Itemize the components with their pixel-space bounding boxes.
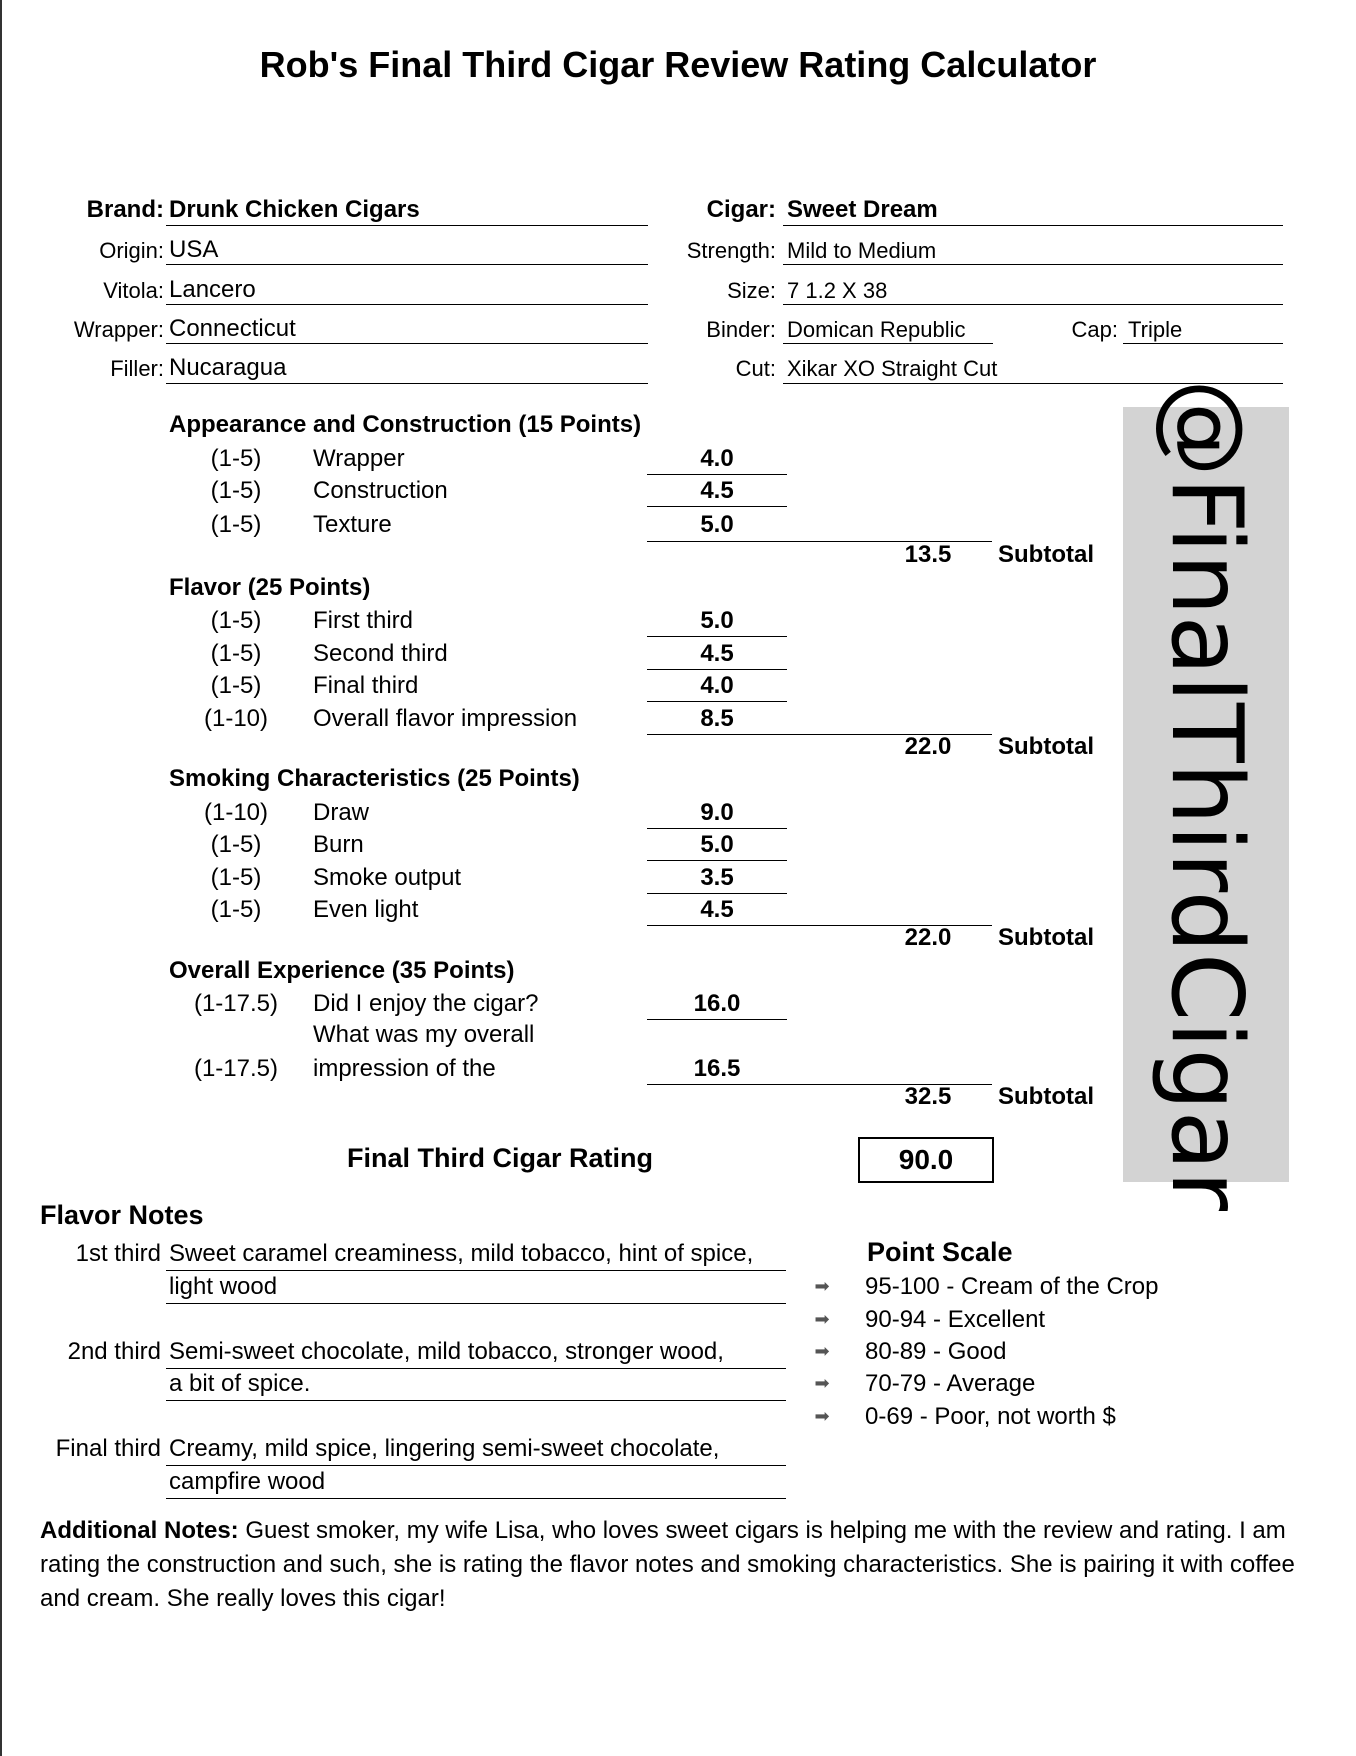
smoking-range-3: (1-5) [210, 864, 262, 891]
arrow-right-icon: ➡ [814, 1309, 830, 1329]
overall-score-enjoy: 16.0 [693, 990, 741, 1017]
overall-item-impression-line1: What was my overall [313, 1021, 535, 1048]
additional-notes-text: Guest smoker, my wife Lisa, who loves sweet cigars is helping me with the review and rating. I am rating the construction and such, she is rating the flavor notes and smoking characteristics. She is pairing it with coffee and cream. She really loves this cigar! [40, 1517, 1295, 1612]
cap-underline [1123, 343, 1283, 344]
flavor-range-1: (1-5) [210, 607, 262, 634]
overall-subtotal-value: 32.5 [904, 1083, 952, 1110]
flavor-note-1st-line1: Sweet caramel creaminess, mild tobacco, hint of spice, [169, 1240, 754, 1267]
note-underline [166, 1368, 786, 1369]
final-rating-value: 90.0 [858, 1137, 994, 1183]
smoking-score-burn: 5.0 [700, 831, 734, 858]
size-underline [783, 304, 1283, 305]
appearance-item-construction: Construction [313, 477, 448, 504]
arrow-right-icon: ➡ [814, 1341, 830, 1361]
overall-range-1: (1-17.5) [193, 990, 279, 1017]
page-title: Rob's Final Third Cigar Review Rating Calculator [259, 44, 1097, 85]
watermark-handle: @FinalThirdCigar [1149, 378, 1263, 1211]
binder-value: Domican Republic [787, 317, 966, 342]
smoking-item-burn: Burn [313, 831, 364, 858]
size-value: 7 1.2 X 38 [787, 278, 888, 303]
wrapper-label: Wrapper: [73, 317, 164, 342]
filler-label: Filler: [110, 356, 164, 381]
brand-value: Drunk Chicken Cigars [169, 196, 420, 223]
flavor-notes-title: Flavor Notes [40, 1200, 204, 1230]
flavor-note-label-2nd: 2nd third [67, 1338, 161, 1365]
flavor-note-1st-line2: light wood [169, 1273, 278, 1300]
point-scale-item-3: 80-89 - Good [865, 1338, 1007, 1365]
flavor-note-label-final: Final third [55, 1435, 161, 1462]
size-label: Size: [727, 278, 776, 303]
cigar-label: Cigar: [706, 196, 776, 223]
cigar-value: Sweet Dream [787, 196, 938, 223]
wrapper-underline [166, 343, 648, 344]
brand-underline [166, 225, 648, 226]
note-underline [166, 1465, 786, 1466]
filler-value: Nucaragua [169, 354, 287, 381]
flavor-note-final-line2: campfire wood [169, 1468, 326, 1495]
point-scale-item-1: 95-100 - Cream of the Crop [865, 1273, 1159, 1300]
overall-score-impression: 16.5 [693, 1055, 741, 1082]
flavor-item-overall: Overall flavor impression [313, 705, 578, 732]
additional-notes-label: Additional Notes: [40, 1517, 239, 1544]
cap-value: Triple [1128, 317, 1183, 342]
flavor-range-4: (1-10) [203, 705, 269, 732]
flavor-subtotal-value: 22.0 [904, 733, 952, 760]
appearance-subtotal-value: 13.5 [904, 541, 952, 568]
cut-label: Cut: [735, 356, 776, 381]
flavor-item-final-third: Final third [313, 672, 419, 699]
appearance-subtotal-label: Subtotal [998, 541, 1094, 568]
arrow-right-icon: ➡ [814, 1276, 830, 1296]
smoking-score-smoke-output: 3.5 [700, 864, 734, 891]
note-underline [166, 1498, 786, 1499]
flavor-subtotal-label: Subtotal [998, 733, 1094, 760]
appearance-score-texture: 5.0 [700, 511, 734, 538]
additional-notes [40, 1514, 1330, 1616]
flavor-item-second-third: Second third [313, 640, 448, 667]
smoking-score-draw: 9.0 [700, 799, 734, 826]
point-scale-item-2: 90-94 - Excellent [865, 1306, 1046, 1333]
watermark-panel [1123, 378, 1289, 1211]
page-left-edge [0, 0, 2, 1756]
filler-underline [166, 383, 648, 384]
vitola-label: Vitola: [103, 278, 164, 303]
wrapper-value: Connecticut [169, 315, 296, 342]
score-underline [647, 701, 787, 702]
smoking-item-even-light: Even light [313, 896, 419, 923]
overall-subtotal-label: Subtotal [998, 1083, 1094, 1110]
flavor-item-first-third: First third [313, 607, 414, 634]
origin-label: Origin: [99, 238, 164, 263]
note-underline [166, 1270, 786, 1271]
cut-value: Xikar XO Straight Cut [787, 356, 998, 381]
overall-item-impression: impression of the [313, 1055, 496, 1082]
smoking-subtotal-value: 22.0 [904, 924, 952, 951]
overall-item-enjoy: Did I enjoy the cigar? [313, 990, 539, 1017]
binder-label: Binder: [706, 317, 776, 342]
flavor-range-3: (1-5) [210, 672, 262, 699]
note-underline [166, 1400, 786, 1401]
cap-label: Cap: [1071, 317, 1118, 342]
flavor-note-2nd-line1: Semi-sweet chocolate, mild tobacco, stronger wood, [169, 1338, 724, 1365]
flavor-note-label-1st: 1st third [75, 1240, 161, 1267]
flavor-score-final-third: 4.0 [700, 672, 734, 699]
origin-value: USA [169, 236, 219, 263]
strength-label: Strength: [686, 238, 776, 263]
appearance-range-2: (1-5) [210, 477, 262, 504]
flavor-score-second-third: 4.5 [700, 640, 734, 667]
smoking-range-1: (1-10) [203, 799, 269, 826]
arrow-right-icon: ➡ [814, 1373, 830, 1393]
smoking-score-even-light: 4.5 [700, 896, 734, 923]
smoking-range-2: (1-5) [210, 831, 262, 858]
smoking-item-draw: Draw [313, 799, 370, 826]
arrow-right-icon: ➡ [814, 1406, 830, 1426]
final-rating-label: Final Third Cigar Rating [347, 1143, 654, 1173]
appearance-score-wrapper: 4.0 [700, 445, 734, 472]
overall-range-2: (1-17.5) [193, 1055, 279, 1082]
appearance-score-construction: 4.5 [700, 477, 734, 504]
section-smoking-title: Smoking Characteristics (25 Points) [169, 765, 580, 792]
section-appearance-title: Appearance and Construction (15 Points) [169, 411, 642, 438]
origin-underline [166, 264, 648, 265]
appearance-range-3: (1-5) [210, 511, 262, 538]
score-underline [647, 1019, 787, 1020]
flavor-score-overall: 8.5 [700, 705, 734, 732]
strength-underline [783, 264, 1283, 265]
binder-underline [783, 343, 993, 344]
section-overall-title: Overall Experience (35 Points) [169, 957, 515, 984]
score-underline [647, 860, 787, 861]
appearance-item-wrapper: Wrapper [313, 445, 405, 472]
score-underline [647, 506, 787, 507]
appearance-item-texture: Texture [313, 511, 392, 538]
score-underline [647, 474, 787, 475]
strength-value: Mild to Medium [787, 238, 937, 263]
brand-label: Brand: [86, 196, 164, 223]
score-underline [647, 828, 787, 829]
appearance-range-1: (1-5) [210, 445, 262, 472]
vitola-value: Lancero [169, 276, 256, 303]
smoking-item-smoke-output: Smoke output [313, 864, 462, 891]
point-scale-title: Point Scale [867, 1237, 1013, 1267]
point-scale-item-4: 70-79 - Average [865, 1370, 1036, 1397]
section-flavor-title: Flavor (25 Points) [169, 574, 371, 601]
flavor-note-2nd-line2: a bit of spice. [169, 1370, 311, 1397]
point-scale-item-5: 0-69 - Poor, not worth $ [865, 1403, 1116, 1430]
flavor-note-final-line1: Creamy, mild spice, lingering semi-sweet chocolate, [169, 1435, 720, 1462]
note-underline [166, 1303, 786, 1304]
flavor-range-2: (1-5) [210, 640, 262, 667]
smoking-subtotal-label: Subtotal [998, 924, 1094, 951]
smoking-range-4: (1-5) [210, 896, 262, 923]
score-underline [647, 669, 787, 670]
vitola-underline [166, 304, 648, 305]
flavor-score-first-third: 5.0 [700, 607, 734, 634]
cigar-underline [783, 225, 1283, 226]
score-underline [647, 636, 787, 637]
score-underline [647, 893, 787, 894]
